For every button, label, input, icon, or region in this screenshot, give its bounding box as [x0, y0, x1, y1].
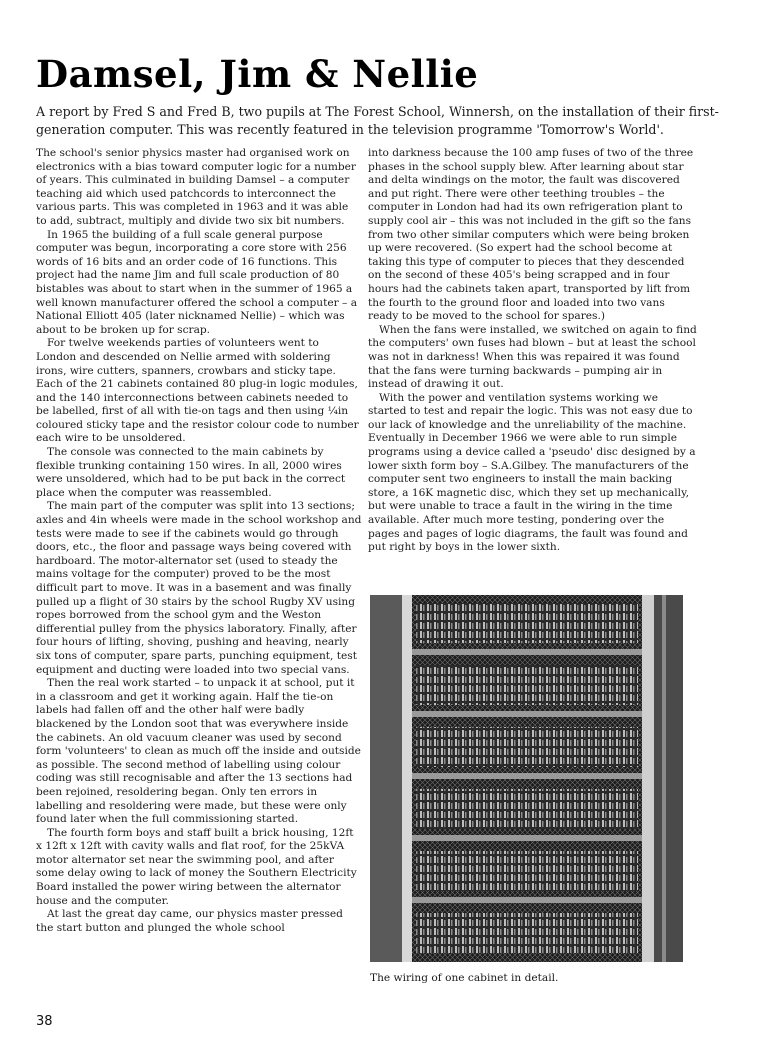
- paragraph: The main part of the computer was split into 13 sections; axles and 4in wheels were made in the school workshop and tests were made to see if the cabinets would go through doors, etc., the floor and passage ways being covered with hardboard. The motor-alternator set (used to steady the mains voltage for the computer) proved to be the most difficult part to move. It was in a basement and was finally pulled up a flight of 30 stairs by the school Rugby XV using ropes borrowed from the school gym and the Weston differential pulley from the physics laboratory. Finally, after four hours of lifting, shoving, pushing and heaving, nearly six tons of computer, spare parts, punching equipment, test equipment and ducting were loaded into two special vans.: [36, 500, 362, 676]
- paragraph: For twelve weekends parties of volunteers went to London and descended on Nellie armed with soldering irons, wire cutters, spanners, crowbars and sticky tape. Each of the 21 cabinets contained 80 plug-in logic modules, and the 140 interconnections between cabinets needed to be labelled, first of all with tie-on tags and then using ¼in coloured sticky tape and the resistor colour code to number each wire to be unsoldered.: [36, 337, 359, 445]
- paragraph: The console was connected to the main cabinets by flexible trunking containing 150 wires. In all, 2000 wires were unsoldered, which had to be put back in the correct place when the computer was reassembled.: [36, 446, 346, 499]
- cabinet-wiring-photo: [370, 595, 683, 962]
- paragraph: With the power and ventilation systems working we started to test and repair the logic. This was not easy due to our lack of knowledge and the unreliability of the machine. Eventually in December 1966 we were able to run simple programs using a device called a 'pseudo' disc designed by a lower sixth form boy – S.A.Gilbey. The manufacturers of the computer sent two engineers to install the main backing store, a 16K magnetic disc, which they set up mechanically, but were unable to trace a fault in the wiring in the time available. After much more testing, pondering over the pages and pages of logic diagrams, the fault was found and put right by boys in the lower sixth.: [368, 391, 696, 554]
- text-column-right: [368, 147, 698, 555]
- article-title: Damsel, Jim & Nellie: [36, 52, 479, 96]
- paragraph: into darkness because the 100 amp fuses of two of the three phases in the school supply blew. After learning about star and delta windings on the motor, the fault was discovered and put right. There were other teething troubles – the computer in London had had its own refrigeration plant to supply cool air – this was not included in the gift so the fans from two other similar computers which were being broken up were recovered. (So expert had the school become at taking this type of computer to pieces that they descended on the second of these 405's being scrapped and in four hours had the cabinets taken apart, transported by lift from the fourth to the ground floor and loaded into two vans ready to be moved to the school for spares.): [368, 147, 694, 323]
- paragraph: When the fans were installed, we switched on again to find the computers' own fuses had blown – but at least the school was not in darkness! When this was repaired it was found that the fans were turning backwards – pumping air in instead of drawing it out.: [368, 323, 697, 391]
- paragraph: Then the real work started – to unpack it at school, put it in a classroom and get it working again. Half the tie-on labels had fallen off and the other half were badly blackened by the London soot that was everywhere inside the cabinets. An old vacuum cleaner was used by second form 'volunteers' to clean as much off the inside and outside as possible. The second method of labelling using colour coding was still recognisable and after the 13 sections had been rejoined, resoldering began. Only ten errors in labelling and resoldering were made, but these were only found later when the full commissioning started.: [36, 677, 361, 826]
- paragraph: In 1965 the building of a full scale general purpose computer was begun, incorporating a core store with 256 words of 16 bits and an order code of 16 functions. This project had the name Jim and full scale production of 80 bistables was about to start when in the summer of 1965 a well known manufacturer offered the school a computer – a National Elliott 405 (later nicknamed Nellie) – which was about to be broken up for scrap.: [36, 228, 358, 336]
- page-number: 38: [36, 1014, 53, 1029]
- photo-caption: The wiring of one cabinet in detail.: [370, 972, 559, 984]
- paragraph: The fourth form boys and staff built a brick housing, 12ft x 12ft x 12ft with cavity walls and flat roof, for the 25kVA motor alternator set near the swimming pool, and after some delay owing to lack of money the Southern Electricity Board installed the power wiring between the alternator house and the computer.: [36, 826, 357, 907]
- paragraph: At last the great day came, our physics master pressed the start button and plunged the whole school: [36, 908, 343, 934]
- text-column-left: [36, 147, 362, 935]
- paragraph: The school's senior physics master had organised work on electronics with a bias toward computer logic for a number of years. This culminated in building Damsel – a computer teaching aid which used patchcords to interconnect the various parts. This was completed in 1963 and it was able to add, subtract, multiply and divide two six bit numbers.: [36, 147, 356, 227]
- article-intro: A report by Fred S and Fred B, two pupils at The Forest School, Winnersh, on the installation of their first-generation computer. This was recently featured in the television programme 'Tomorrow's World'.: [36, 104, 719, 137]
